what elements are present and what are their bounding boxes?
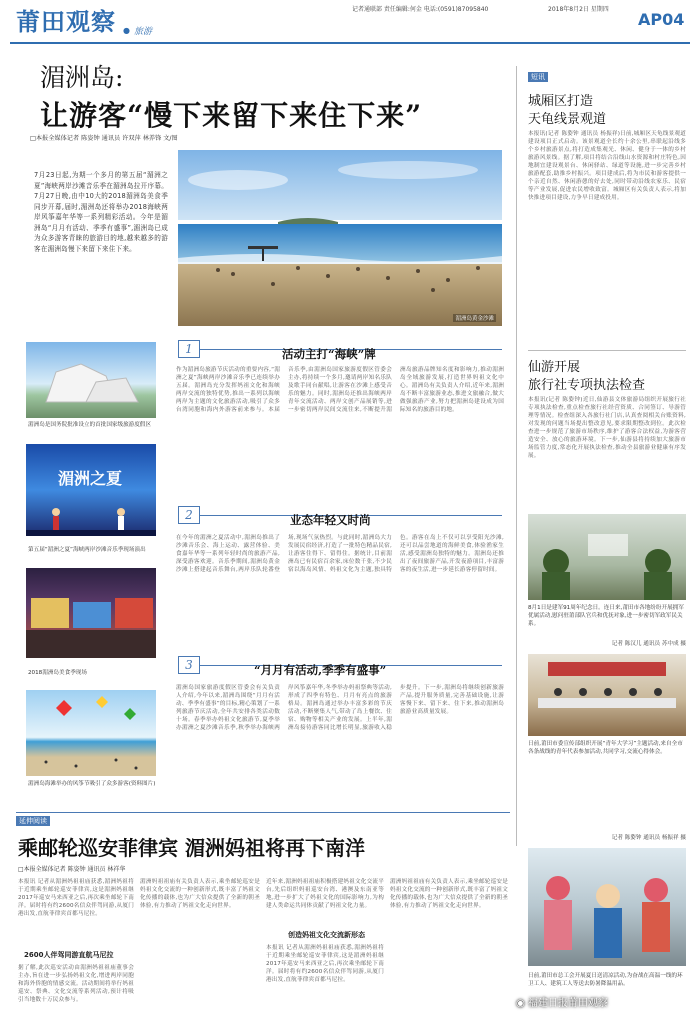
section-3-number: 3 xyxy=(178,656,200,674)
lead-intro: 7月23日起,为期一个多月的第五届“湄洲之夏”海峡两岸沙滩音乐季在湄洲岛拉开序幕。7月27日晚,由中10大的2018湄洲岛美食季同步开幕,届时,湄洲岛还将举办2018海峡两岸风筝嘉年华等一系列精彩活动。今年是湄洲岛“月月有活动、季季有盛事”,湄洲岛已成为众多游客青睐的旅游目的地,越来越多的游客在湄洲岛慢下来留下来住下来。 xyxy=(34,171,168,253)
section-1-title: 活动主打“海峡”牌 xyxy=(282,347,376,361)
sidebar-photo-workers-caption: 日前,莆田市总工会开展夏日送清凉活动,为奋战在高温一线的环卫工人、建筑工人等送去防暑降温用品。 xyxy=(528,973,683,987)
kites-illustration xyxy=(26,690,156,776)
masthead-meta: 记者通联部 责任编辑:何金 电话:(0591)87095840 xyxy=(352,6,489,13)
masthead-title: 莆田观察 xyxy=(16,7,116,36)
section-2-body: 在今年的湄洲之夏活动中,湄洲岛推出了沙滩音乐会、海上运动、露营体验、美食嘉年华等一系列年轻时尚的旅游产品,深受游客欢迎。音乐季期间,湄洲岛黄金沙滩上搭建起音乐舞台,两岸乐队轮番登场,现场气氛热烈。与此同时,湄洲岛大力发展民宿经济,打造了一批特色精品民宿,让游客住得下、留得住。据统计,目前湄洲岛已有民宿百余家,床位数千张,不少民宿以海岛风情、妈祖文化为主题,独具特色。游客在岛上不仅可以享受阳光沙滩,还可以品尝地道的海鲜美食,体验渔家生活,感受湄洲岛独特的魅力。湄洲岛还推出了夜间旅游产品,开发夜游项目,丰富游客的夜生活,进一步延长游客停留时间。 xyxy=(176,535,504,573)
lead-photo-caption: 湄洲岛黄金沙滩 xyxy=(455,316,494,322)
sidebar-divider xyxy=(528,350,686,351)
section-2-title: 业态年轻又时尚 xyxy=(290,513,371,527)
sidebar-photo-soldiers-caption: 8月1日是建军91周年纪念日。连日来,莆田市各地纷纷开展拥军优属活动,慰问驻莆部队官兵和优抚对象,进一步密切军政军民关系。 xyxy=(528,605,684,627)
lead-beach-photo xyxy=(178,150,502,326)
section-2-number: 2 xyxy=(178,506,200,524)
bottom-tag: 延伸阅读 xyxy=(16,816,50,826)
news-1-title-line1: 城厢区打造 xyxy=(528,94,594,109)
bottom-title: 乘邮轮巡安菲律宾 湄洲妈祖将再下南洋 xyxy=(18,836,365,860)
masthead-section: 旅游 xyxy=(134,27,153,37)
food-stalls-illustration xyxy=(26,568,156,658)
news-1-title-line2: 天龟线景观道 xyxy=(528,112,607,127)
sidebar-photo-soldiers-credit: 记者 陈汉儿 通讯员 苏中成 摄 xyxy=(611,641,686,647)
masthead-rule xyxy=(10,42,690,44)
section-1-body: 作为湄洲岛旅游节庆活动的重要内容,“湄洲之夏”海峡两岸沙滩音乐季已连续举办五届。湄洲岛充分发挥妈祖文化和海峡两岸交流的独特优势,推出一系列以海峡两岸为主题的文化旅游活动,吸引了众多台湾同胞和海内外游客前来参与。本届音乐季,由湄洲岛国家旅游度假区管委会主办,将持续一个多月,邀请两岸知名乐队及歌手同台献唱,让游客在沙滩上感受音乐的魅力。同时,湄洲岛还推出海峡两岸青年交流活动、两岸文创产品展销等,进一步密切两岸民间交流往来,不断提升湄洲岛旅游品牌知名度和影响力,推动湄洲岛全域旅游发展,打造世界妈祖文化中心。湄洲岛有关负责人介绍,近年来,湄洲岛不断丰富旅游业态,推进文旅融合,做大做强旅游产业,努力把湄洲岛建设成为国际知名的旅游目的地。 xyxy=(176,367,504,413)
workers-illustration xyxy=(528,848,686,966)
bottom-col-1: 本报讯 记者从湄洲妈祖祖庙获悉,湄洲妈祖将于近期乘坐邮轮巡安菲律宾,这是湄洲妈祖继2017年巡安马来西亚之后,再次乘坐邮轮下南洋。届时将有约2600名信众伴驾同游,从厦门港出发,直航菲律宾首都马尼拉。 xyxy=(18,879,134,917)
news-1-body: 本报讯(记者 陈姿钟 通讯员 杨振祥)日前,城厢区天龟线景观道建设项目正式启动。该景观道全长约十余公里,串联起沿线多个乡村旅游景点,将打造成集观光、休闲、健身于一体的乡村旅游风景线。据了解,项目将结合沿线山水资源和村庄特色,因地制宜建设观景台、休闲驿站、绿道等设施,进一步完善乡村旅游配套,助推乡村振兴。项目建成后,将为市民和游客提供一个亲近自然、休闲游憩的好去处,同时带动沿线农家乐、民宿等产业发展,促进农民增收致富。城厢区有关负责人表示,将加快推进项目建设,力争早日建成投用。 xyxy=(528,131,686,201)
lead-title-line2: 让游客“慢下来留下来住下来” xyxy=(40,99,423,132)
news-2-body: 本报讯(记者 陈姿钟)近日,仙游县文体旅游局组织开展旅行社专项执法检查,重点检查旅行社经营资质、合同签订、导游管理等情况。检查组深入各旅行社门店,认真查阅相关台账资料,对发现的问题当场提出整改意见,要求限期整改到位。此次检查进一步规范了旅游市场秩序,维护了游客合法权益,为游客营造安全、放心的旅游环境。下一步,仙游县将持续加大旅游市场监管力度,常态化开展执法检查,推动全县旅游业健康有序发展。 xyxy=(528,397,686,459)
bottom-subhead-2: 创造妈祖文化交流新形态 xyxy=(288,931,365,939)
left-caption-1: 湄洲岛是国务院批准设立的首批国家级旅游度假区 xyxy=(28,422,152,428)
stage-banner-text: 湄洲之夏 xyxy=(58,469,123,488)
masthead-date: 2018年8月2日 星期四 xyxy=(548,6,609,13)
bottom-col-4: 湄洲妈祖祖庙有关负责人表示,乘坐邮轮巡安是妈祖文化交流的一种创新形式,既丰富了妈祖文化传播的载体,也为广大信众提供了全新的朝圣体验,有力推动了妈祖文化走向世界。 xyxy=(390,879,508,909)
left-photo-2 xyxy=(26,444,156,536)
watermark xyxy=(516,994,608,1009)
bottom-subhead-1: 2600人伴驾同游直航马尼拉 xyxy=(24,951,114,959)
sidebar-photo-meeting-credit: 记者 陈姿钟 通讯员 杨振祥 摄 xyxy=(611,835,686,841)
watermark-text: 福建日报莆田观察 xyxy=(527,998,608,1009)
sidebar-tag: 短讯 xyxy=(528,72,548,82)
bottom-col-3: 近年来,湄洲妈祖祖庙积极搭建妈祖文化交流平台,先后组织妈祖巡安台湾、港澳及东南亚等地,进一步扩大了妈祖文化的国际影响力,为构建人类命运共同体贡献了妈祖文化力量。 xyxy=(266,879,384,909)
page-number: AP04 xyxy=(638,10,685,29)
left-caption-4: 湄洲岛海滩举办的风筝节吸引了众多游客(资料图片) xyxy=(28,781,156,787)
meeting-illustration xyxy=(528,654,686,736)
sidebar-photo-meeting xyxy=(528,654,686,736)
section-3-title: “月月有活动,季季有盛事” xyxy=(254,663,387,677)
news-2-title-line1: 仙游开展 xyxy=(528,360,581,375)
left-caption-2: 第五届“湄洲之夏”海峡两岸沙滩音乐季现场演出 xyxy=(28,547,146,553)
lead-title-line1: 湄洲岛: xyxy=(40,63,124,92)
left-photo-1 xyxy=(26,342,156,418)
stage-performers-illustration xyxy=(26,502,156,536)
sidebar-photo-workers xyxy=(528,848,686,966)
sidebar-photo-meeting-caption: 日前,莆田市委宣传部组织开展“青年大学习”主题活动,来自全市各条战线的青年代表参加活动,共同学习,交流心得体会。 xyxy=(528,741,683,755)
left-caption-3: 2018湄洲岛美食季现场 xyxy=(28,670,87,676)
building-illustration xyxy=(26,342,156,418)
news-2-title-line2: 旅行社专项执法检查 xyxy=(528,378,646,393)
bottom-section-rule xyxy=(16,812,510,813)
bottom-col-2: 湄洲妈祖祖庙有关负责人表示,乘坐邮轮巡安是妈祖文化交流的一种创新形式,既丰富了妈祖文化传播的载体,也为广大信众提供了全新的朝圣体验,有力推动了妈祖文化走向世界。 xyxy=(140,879,260,909)
section-marker-icon: ● xyxy=(123,26,130,35)
soldiers-illustration xyxy=(528,514,686,600)
watermark-icon: ◉ xyxy=(516,998,528,1009)
bottom-byline: □本报全媒体记者 陈姿钟 通讯员 林祥华 xyxy=(18,866,126,873)
section-1-number: 1 xyxy=(178,340,200,358)
left-photo-3 xyxy=(26,568,156,658)
sidebar-photo-soldiers xyxy=(528,514,686,600)
beach-photo-illustration xyxy=(178,150,502,326)
bottom-col-1b: 据了解,此次巡安活动由湄洲妈祖祖庙董事会主办,旨在进一步弘扬妈祖文化,增进两岸同胞和海外侨胞的情感交流。活动期间将举行妈祖巡安、祭典、文化交流等系列活动,预计将吸引当地数十万民众参与。 xyxy=(18,965,134,1003)
section-3-body: 湄洲岛国家旅游度假区管委会有关负责人介绍,今年以来,湄洲岛围绕“月月有活动、季季有盛事”的目标,精心策划了一系列旅游节庆活动,全年共安排各类活动数十场。春季举办妈祖文化旅游节,夏季举办湄洲之夏沙滩音乐季,秋季举办海峡两岸风筝嘉年华,冬季举办妈祖祭典等活动,形成了四季有特色、月月有亮点的旅游格局。湄洲岛通过举办丰富多彩的节庆活动,不断聚集人气,带动了岛上餐饮、住宿、购物等相关产业的发展。上半年,湄洲岛接待游客同比增长明显,旅游收入稳步提升。下一步,湄洲岛将继续创新旅游产品,提升服务质量,完善基础设施,让游客慢下来、留下来、住下来,推动湄洲岛旅游业高质量发展。 xyxy=(176,685,504,731)
left-photo-4 xyxy=(26,690,156,776)
masthead xyxy=(0,0,700,44)
lead-byline: □本报全媒体记者 陈姿钟 通讯员 许双萍 林养锋 文/图 xyxy=(30,135,178,142)
column-divider xyxy=(516,66,517,846)
bottom-col-3b: 本报讯 记者从湄洲妈祖祖庙获悉,湄洲妈祖将于近期乘坐邮轮巡安菲律宾,这是湄洲妈祖继2017年巡安马来西亚之后,再次乘坐邮轮下南洋。届时将有约2600名信众伴驾同游,从厦门港出发,直航菲律宾首都马尼拉。 xyxy=(266,945,384,983)
